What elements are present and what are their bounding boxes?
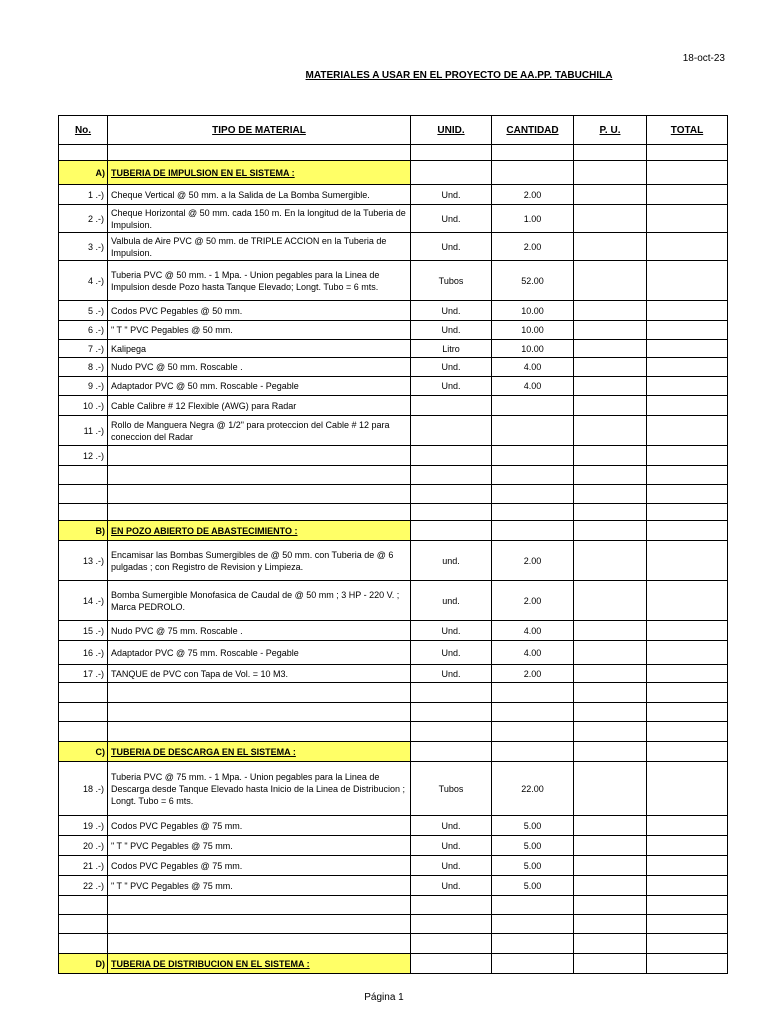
cell-no: [59, 145, 108, 161]
cell-tipo-material: " T " PVC Pegables @ 50 mm.: [108, 321, 411, 340]
section-title: TUBERIA DE DESCARGA EN EL SISTEMA :: [111, 746, 296, 757]
cell-total: [647, 485, 728, 504]
cell-pu: [574, 703, 647, 722]
table-row: [59, 185, 728, 205]
cell-pu: [574, 915, 647, 934]
table-row: [59, 301, 728, 321]
cell-unid: [411, 703, 492, 722]
cell-total: [647, 205, 728, 233]
table-row: [59, 876, 728, 896]
cell-unid: Und.: [411, 621, 492, 641]
cell-cantidad: 10.00: [492, 301, 574, 321]
blank-row: [59, 504, 728, 521]
cell-no: 18 .-): [59, 762, 108, 816]
cell-tipo-material: [108, 934, 411, 954]
cell-tipo-material: [108, 161, 411, 185]
cell-no: 4 .-): [59, 261, 108, 301]
table-row: [59, 233, 728, 261]
cell-unid: [411, 446, 492, 466]
cell-unid: [411, 934, 492, 954]
cell-pu: [574, 233, 647, 261]
table-row: [59, 621, 728, 641]
table-row: [59, 816, 728, 836]
document-title: MATERIALES A USAR EN EL PROYECTO DE AA.PP. TABUCHILA: [305, 70, 613, 81]
section-header-row: [59, 161, 728, 185]
cell-tipo-material: Nudo PVC @ 50 mm. Roscable .: [108, 358, 411, 377]
cell-cantidad: [492, 466, 574, 485]
table-row: [59, 581, 728, 621]
cell-tipo-material: " T " PVC Pegables @ 75 mm.: [108, 836, 411, 856]
cell-tipo-material: [108, 446, 411, 466]
cell-no: 12 .-): [59, 446, 108, 466]
cell-cantidad: 2.00: [492, 581, 574, 621]
blank-row: [59, 466, 728, 485]
cell-pu: [574, 358, 647, 377]
cell-cantidad: [492, 934, 574, 954]
cell-total: [647, 233, 728, 261]
cell-cantidad: [492, 504, 574, 521]
cell-pu: [574, 321, 647, 340]
cell-cantidad: [492, 521, 574, 541]
cell-cantidad: [492, 446, 574, 466]
blank-row: [59, 683, 728, 703]
cell-cantidad: 4.00: [492, 358, 574, 377]
cell-cantidad: 1.00: [492, 205, 574, 233]
cell-total: [647, 504, 728, 521]
cell-no: [59, 896, 108, 915]
cell-total: [647, 954, 728, 974]
cell-no: B): [59, 521, 108, 541]
cell-pu: [574, 683, 647, 703]
document-date: 18-oct-23: [682, 53, 725, 64]
cell-no: 3 .-): [59, 233, 108, 261]
cell-unid: [411, 416, 492, 446]
blank-row: [59, 915, 728, 934]
cell-total: [647, 683, 728, 703]
header-tipo-material: TIPO DE MATERIAL: [108, 116, 411, 145]
cell-unid: Tubos: [411, 261, 492, 301]
cell-cantidad: 4.00: [492, 621, 574, 641]
cell-cantidad: [492, 703, 574, 722]
cell-unid: Tubos: [411, 762, 492, 816]
blank-row: [59, 896, 728, 915]
cell-cantidad: 10.00: [492, 321, 574, 340]
cell-cantidad: [492, 145, 574, 161]
cell-no: 7 .-): [59, 340, 108, 358]
cell-tipo-material: [108, 742, 411, 762]
cell-total: [647, 301, 728, 321]
cell-cantidad: [492, 396, 574, 416]
cell-total: [647, 261, 728, 301]
cell-unid: Und.: [411, 233, 492, 261]
cell-total: [647, 581, 728, 621]
cell-total: [647, 934, 728, 954]
section-header-row: [59, 742, 728, 762]
cell-pu: [574, 581, 647, 621]
cell-cantidad: [492, 485, 574, 504]
cell-cantidad: [492, 683, 574, 703]
cell-pu: [574, 416, 647, 446]
cell-no: 22 .-): [59, 876, 108, 896]
cell-tipo-material: [108, 466, 411, 485]
cell-no: 6 .-): [59, 321, 108, 340]
cell-tipo-material: Codos PVC Pegables @ 50 mm.: [108, 301, 411, 321]
cell-total: [647, 161, 728, 185]
cell-tipo-material: [108, 485, 411, 504]
cell-unid: Und.: [411, 321, 492, 340]
cell-unid: Litro: [411, 340, 492, 358]
blank-row: [59, 145, 728, 161]
cell-pu: [574, 641, 647, 665]
cell-total: [647, 896, 728, 915]
cell-pu: [574, 742, 647, 762]
cell-cantidad: 52.00: [492, 261, 574, 301]
cell-total: [647, 856, 728, 876]
cell-no: 20 .-): [59, 836, 108, 856]
cell-unid: Und.: [411, 377, 492, 396]
cell-no: [59, 466, 108, 485]
cell-tipo-material: Cable Calibre # 12 Flexible (AWG) para Radar: [108, 396, 411, 416]
cell-no: [59, 915, 108, 934]
cell-cantidad: [492, 742, 574, 762]
cell-cantidad: 10.00: [492, 340, 574, 358]
section-title: TUBERIA DE DISTRIBUCION EN EL SISTEMA :: [111, 958, 310, 969]
cell-pu: [574, 665, 647, 683]
cell-pu: [574, 261, 647, 301]
cell-unid: Und.: [411, 301, 492, 321]
cell-no: 8 .-): [59, 358, 108, 377]
cell-total: [647, 145, 728, 161]
cell-unid: und.: [411, 541, 492, 581]
cell-tipo-material: [108, 683, 411, 703]
cell-total: [647, 377, 728, 396]
cell-pu: [574, 954, 647, 974]
cell-tipo-material: TANQUE de PVC con Tapa de Vol. = 10 M3.: [108, 665, 411, 683]
header-unid: UNID.: [411, 116, 492, 145]
cell-cantidad: 5.00: [492, 816, 574, 836]
cell-no: 21 .-): [59, 856, 108, 876]
cell-tipo-material: Adaptador PVC @ 75 mm. Roscable - Pegable: [108, 641, 411, 665]
cell-pu: [574, 161, 647, 185]
cell-total: [647, 466, 728, 485]
cell-tipo-material: Encamisar las Bombas Sumergibles de @ 50 mm. con Tuberia de @ 6 pulgadas ; con Registro de Revision y Limpieza.: [108, 541, 411, 581]
cell-pu: [574, 301, 647, 321]
cell-pu: [574, 340, 647, 358]
table-row: [59, 358, 728, 377]
cell-unid: Und.: [411, 641, 492, 665]
cell-tipo-material: [108, 504, 411, 521]
header-no: No.: [59, 116, 108, 145]
cell-no: [59, 683, 108, 703]
cell-total: [647, 876, 728, 896]
cell-total: [647, 446, 728, 466]
cell-pu: [574, 504, 647, 521]
cell-unid: Und.: [411, 856, 492, 876]
cell-unid: [411, 954, 492, 974]
cell-pu: [574, 621, 647, 641]
cell-cantidad: [492, 915, 574, 934]
table-row: [59, 396, 728, 416]
cell-unid: [411, 161, 492, 185]
table-row: [59, 665, 728, 683]
table-row: [59, 261, 728, 301]
cell-no: 5 .-): [59, 301, 108, 321]
cell-pu: [574, 521, 647, 541]
cell-unid: [411, 466, 492, 485]
cell-cantidad: 2.00: [492, 185, 574, 205]
cell-pu: [574, 185, 647, 205]
cell-unid: Und.: [411, 185, 492, 205]
cell-tipo-material: Kalipega: [108, 340, 411, 358]
cell-pu: [574, 876, 647, 896]
cell-pu: [574, 722, 647, 742]
header-total: TOTAL: [647, 116, 728, 145]
blank-row: [59, 722, 728, 742]
cell-unid: Und.: [411, 205, 492, 233]
cell-cantidad: 4.00: [492, 641, 574, 665]
cell-tipo-material: [108, 722, 411, 742]
table-row: [59, 762, 728, 816]
table-row: [59, 340, 728, 358]
cell-unid: [411, 896, 492, 915]
cell-pu: [574, 205, 647, 233]
cell-tipo-material: [108, 896, 411, 915]
cell-pu: [574, 541, 647, 581]
cell-no: 15 .-): [59, 621, 108, 641]
cell-cantidad: 22.00: [492, 762, 574, 816]
cell-total: [647, 521, 728, 541]
cell-unid: [411, 396, 492, 416]
section-header-row: [59, 521, 728, 541]
cell-tipo-material: [108, 915, 411, 934]
section-title: EN POZO ABIERTO DE ABASTECIMIENTO :: [111, 525, 298, 536]
blank-row: [59, 485, 728, 504]
cell-cantidad: 4.00: [492, 377, 574, 396]
cell-pu: [574, 485, 647, 504]
cell-total: [647, 742, 728, 762]
materials-table: [58, 115, 728, 974]
page-number: Página 1: [364, 992, 404, 1003]
cell-tipo-material: [108, 521, 411, 541]
cell-unid: [411, 485, 492, 504]
cell-unid: [411, 915, 492, 934]
cell-no: 2 .-): [59, 205, 108, 233]
blank-row: [59, 703, 728, 722]
cell-no: [59, 934, 108, 954]
cell-pu: [574, 934, 647, 954]
cell-unid: [411, 504, 492, 521]
cell-pu: [574, 145, 647, 161]
cell-no: 16 .-): [59, 641, 108, 665]
cell-tipo-material: Rollo de Manguera Negra @ 1/2" para proteccion del Cable # 12 para coneccion del Radar: [108, 416, 411, 446]
cell-tipo-material: Adaptador PVC @ 50 mm. Roscable - Pegable: [108, 377, 411, 396]
cell-tipo-material: Tuberia PVC @ 75 mm. - 1 Mpa. - Union pegables para la Linea de Descarga desde Tanque Elevado hasta Inicio de la Linea de Distribucion ; Longt. Tubo = 6 mts.: [108, 762, 411, 816]
cell-pu: [574, 896, 647, 915]
cell-cantidad: [492, 896, 574, 915]
cell-cantidad: 5.00: [492, 876, 574, 896]
cell-total: [647, 762, 728, 816]
cell-total: [647, 836, 728, 856]
cell-total: [647, 621, 728, 641]
table-header-row: [59, 116, 728, 145]
cell-pu: [574, 856, 647, 876]
cell-pu: [574, 762, 647, 816]
cell-cantidad: 5.00: [492, 836, 574, 856]
cell-cantidad: 2.00: [492, 665, 574, 683]
cell-pu: [574, 466, 647, 485]
cell-unid: [411, 722, 492, 742]
cell-cantidad: 2.00: [492, 541, 574, 581]
table-row: [59, 205, 728, 233]
cell-tipo-material: Cheque Vertical @ 50 mm. a la Salida de La Bomba Sumergible.: [108, 185, 411, 205]
cell-unid: und.: [411, 581, 492, 621]
cell-tipo-material: [108, 954, 411, 974]
cell-pu: [574, 446, 647, 466]
cell-unid: Und.: [411, 358, 492, 377]
cell-no: [59, 703, 108, 722]
cell-no: [59, 722, 108, 742]
materials-table-body: [59, 116, 728, 974]
table-row: [59, 446, 728, 466]
cell-unid: [411, 742, 492, 762]
cell-unid: Und.: [411, 876, 492, 896]
cell-no: 11 .-): [59, 416, 108, 446]
cell-no: D): [59, 954, 108, 974]
cell-total: [647, 816, 728, 836]
cell-tipo-material: Tuberia PVC @ 50 mm. - 1 Mpa. - Union pegables para la Linea de Impulsion desde Pozo hasta Tanque Elevado; Longt. Tubo = 6 mts.: [108, 261, 411, 301]
cell-tipo-material: Codos PVC Pegables @ 75 mm.: [108, 856, 411, 876]
cell-total: [647, 340, 728, 358]
cell-tipo-material: Codos PVC Pegables @ 75 mm.: [108, 816, 411, 836]
cell-no: 14 .-): [59, 581, 108, 621]
cell-unid: Und.: [411, 665, 492, 683]
cell-cantidad: [492, 954, 574, 974]
cell-tipo-material: Bomba Sumergible Monofasica de Caudal de @ 50 mm ; 3 HP - 220 V. ; Marca PEDROLO.: [108, 581, 411, 621]
cell-total: [647, 703, 728, 722]
section-header-row: [59, 954, 728, 974]
cell-total: [647, 665, 728, 683]
section-title: TUBERIA DE IMPULSION EN EL SISTEMA :: [111, 167, 295, 178]
cell-tipo-material: Nudo PVC @ 75 mm. Roscable .: [108, 621, 411, 641]
header-pu: P. U.: [574, 116, 647, 145]
cell-unid: [411, 521, 492, 541]
cell-unid: [411, 683, 492, 703]
cell-total: [647, 321, 728, 340]
cell-no: 17 .-): [59, 665, 108, 683]
cell-tipo-material: [108, 703, 411, 722]
table-row: [59, 836, 728, 856]
cell-tipo-material: Cheque Horizontal @ 50 mm. cada 150 m. En la longitud de la Tuberia de Impulsion.: [108, 205, 411, 233]
cell-total: [647, 915, 728, 934]
table-row: [59, 856, 728, 876]
cell-cantidad: [492, 722, 574, 742]
cell-tipo-material: [108, 145, 411, 161]
cell-no: [59, 504, 108, 521]
cell-unid: Und.: [411, 816, 492, 836]
header-cantidad: CANTIDAD: [492, 116, 574, 145]
table-row: [59, 641, 728, 665]
cell-cantidad: [492, 161, 574, 185]
cell-cantidad: [492, 416, 574, 446]
cell-no: 10 .-): [59, 396, 108, 416]
table-row: [59, 416, 728, 446]
table-row: [59, 377, 728, 396]
cell-total: [647, 185, 728, 205]
table-row: [59, 541, 728, 581]
cell-total: [647, 641, 728, 665]
cell-no: A): [59, 161, 108, 185]
cell-unid: [411, 145, 492, 161]
cell-no: 19 .-): [59, 816, 108, 836]
table-row: [59, 321, 728, 340]
cell-cantidad: 5.00: [492, 856, 574, 876]
cell-no: C): [59, 742, 108, 762]
cell-unid: Und.: [411, 836, 492, 856]
cell-tipo-material: Valbula de Aire PVC @ 50 mm. de TRIPLE ACCION en la Tuberia de Impulsion.: [108, 233, 411, 261]
blank-row: [59, 934, 728, 954]
cell-total: [647, 416, 728, 446]
cell-total: [647, 396, 728, 416]
cell-pu: [574, 816, 647, 836]
cell-total: [647, 358, 728, 377]
cell-total: [647, 541, 728, 581]
cell-pu: [574, 377, 647, 396]
cell-no: [59, 485, 108, 504]
cell-pu: [574, 396, 647, 416]
cell-pu: [574, 836, 647, 856]
cell-tipo-material: " T " PVC Pegables @ 75 mm.: [108, 876, 411, 896]
cell-total: [647, 722, 728, 742]
cell-no: 13 .-): [59, 541, 108, 581]
cell-no: 9 .-): [59, 377, 108, 396]
cell-cantidad: 2.00: [492, 233, 574, 261]
cell-no: 1 .-): [59, 185, 108, 205]
